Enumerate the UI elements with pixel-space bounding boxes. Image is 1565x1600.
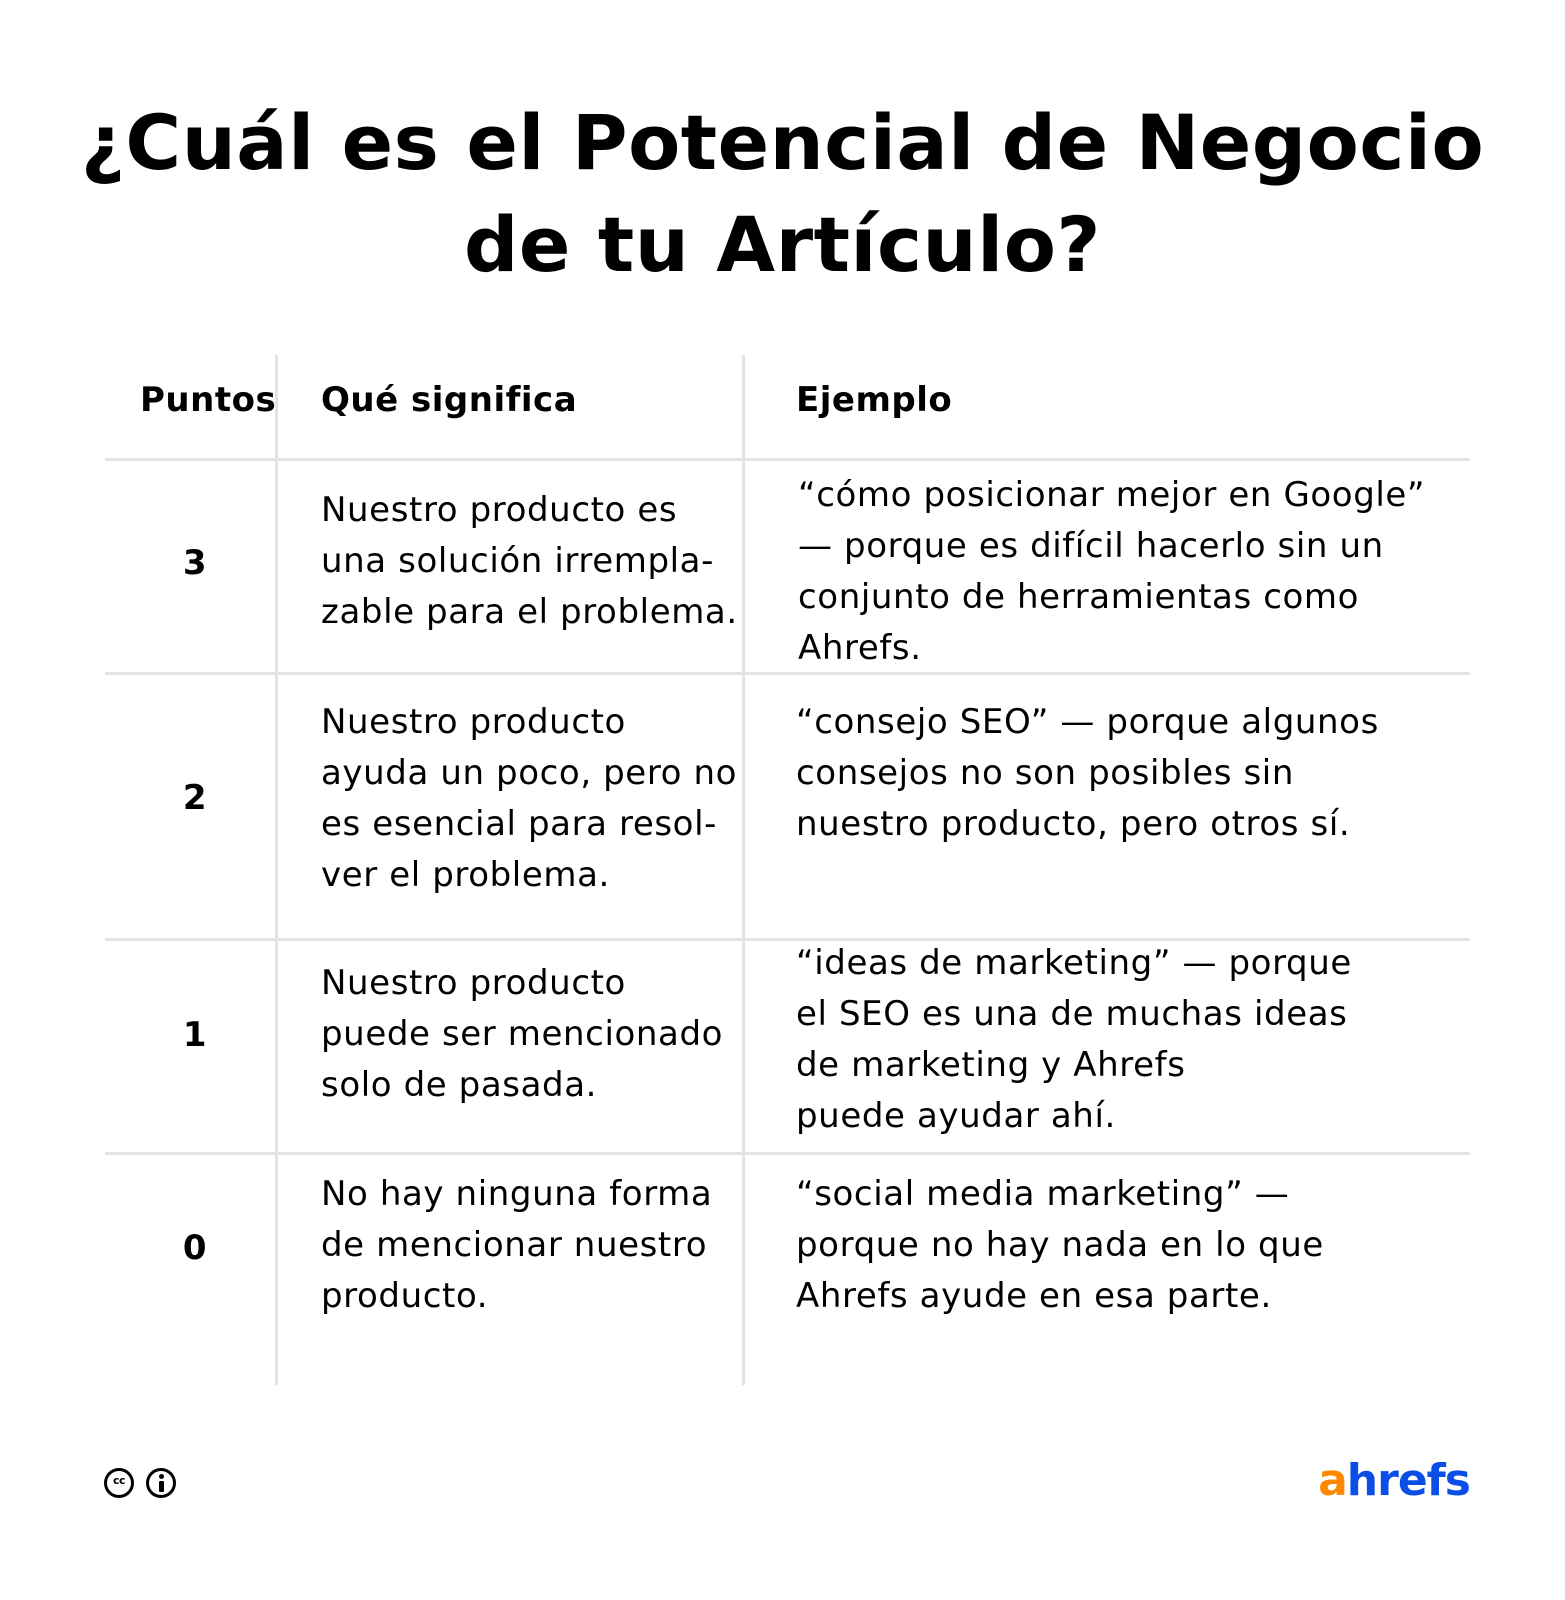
meaning-cell — [321, 1169, 712, 1322]
example-line: “cómo posicionar mejor en Google” — [798, 475, 1426, 515]
meaning-line: solo de pasada. — [321, 1065, 598, 1105]
header-points: Puntos — [140, 380, 277, 420]
example-cell — [798, 470, 1425, 674]
example-cell — [796, 1169, 1324, 1322]
example-cell — [796, 938, 1352, 1142]
logo-part-a: a — [1318, 1455, 1347, 1506]
points-value: 3 — [182, 543, 208, 583]
cc-label: cc — [112, 1474, 126, 1487]
logo-part-hrefs: hrefs — [1346, 1455, 1470, 1506]
example-line: conjunto de herramientas como — [798, 577, 1360, 617]
meaning-line: Nuestro producto es — [321, 490, 678, 530]
meaning-cell — [321, 958, 723, 1111]
example-line: Ahrefs ayude en esa parte. — [796, 1276, 1272, 1316]
example-line: “social media marketing” — — [796, 1174, 1290, 1214]
meaning-line: Nuestro producto — [321, 702, 626, 742]
example-line: nuestro producto, pero otros sí. — [796, 804, 1351, 844]
meaning-line: de mencionar nuestro — [321, 1225, 708, 1265]
meaning-cell — [321, 697, 737, 901]
meaning-line: puede ser mencionado — [321, 1014, 724, 1054]
meaning-line: No hay ninguna forma — [321, 1174, 713, 1214]
row-divider — [105, 458, 1470, 461]
meaning-line: ayuda un poco, pero no — [321, 753, 738, 793]
example-line: de marketing y Ahrefs — [796, 1045, 1186, 1085]
column-divider — [742, 355, 745, 1385]
attribution-icon — [146, 1468, 176, 1498]
example-line: consejos no son posibles sin — [796, 753, 1294, 793]
meaning-line: es esencial para resol- — [321, 804, 717, 844]
ahrefs-logo — [1318, 1456, 1470, 1506]
creative-commons-icon — [104, 1468, 134, 1498]
header-meaning: Qué significa — [321, 380, 578, 420]
points-value: 1 — [182, 1015, 208, 1055]
points-value: 2 — [182, 778, 208, 818]
license-icons — [104, 1468, 176, 1498]
meaning-line: Nuestro producto — [321, 963, 626, 1003]
meaning-line: ver el problema. — [321, 855, 610, 895]
title-line-1: ¿Cuál es el Potencial de Negocio — [80, 98, 1485, 187]
title-line-2: de tu Artículo? — [464, 200, 1101, 289]
header-example: Ejemplo — [796, 380, 953, 420]
meaning-cell — [321, 485, 738, 638]
row-divider — [105, 1152, 1470, 1155]
scoring-table — [105, 355, 1470, 1385]
points-value: 0 — [182, 1228, 208, 1268]
meaning-line: zable para el problema. — [321, 592, 738, 632]
example-line: “ideas de marketing” — porque — [796, 943, 1352, 983]
page-title — [60, 92, 1505, 296]
example-line: Ahrefs. — [798, 628, 922, 668]
example-line: — porque es difícil hacerlo sin un — [798, 526, 1384, 566]
example-line: puede ayudar ahí. — [796, 1096, 1116, 1136]
example-line: “consejo SEO” — porque algunos — [796, 702, 1379, 742]
meaning-line: producto. — [321, 1276, 489, 1316]
example-line: porque no hay nada en lo que — [796, 1225, 1324, 1265]
example-line: el SEO es una de muchas ideas — [796, 994, 1348, 1034]
example-cell — [796, 697, 1379, 850]
meaning-line: una solución irrempla- — [321, 541, 714, 581]
